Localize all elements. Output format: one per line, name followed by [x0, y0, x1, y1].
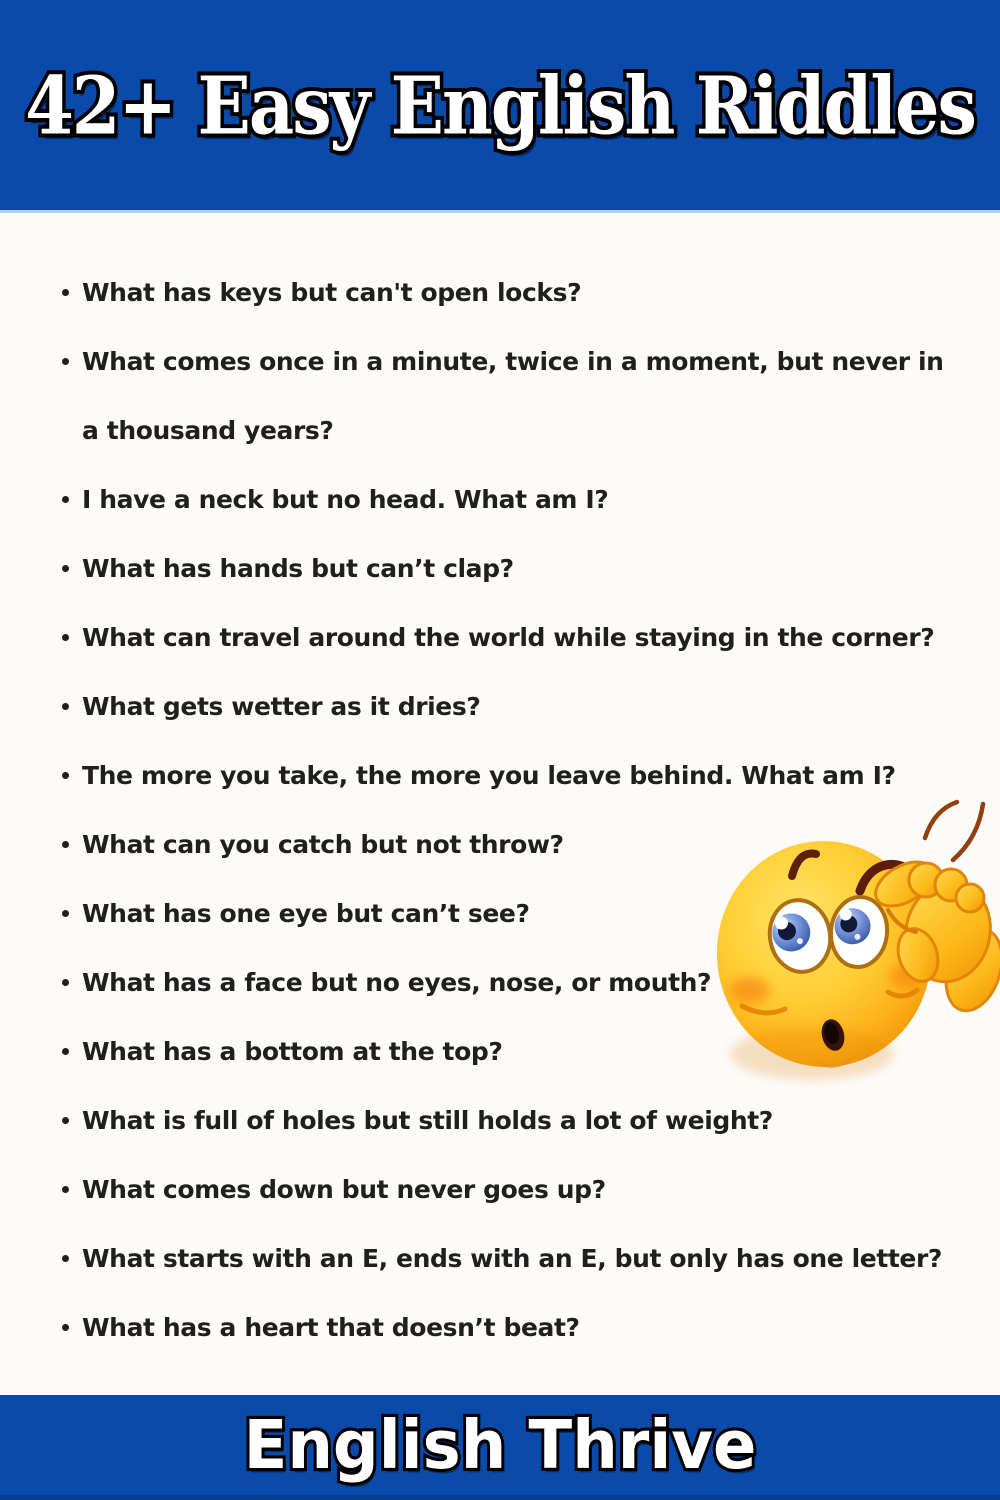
header-banner: [0, 0, 1000, 213]
riddle-text: What comes down but never goes up?: [82, 1175, 606, 1204]
riddle-text: What can travel around the world while staying in the corner?: [82, 623, 935, 652]
riddle-text: What has a face but no eyes, nose, or mouth?: [82, 968, 712, 997]
bullet-dot: [62, 703, 69, 710]
riddle-text: What has keys but can't open locks?: [82, 278, 582, 307]
riddle-text: What has a heart that doesn’t beat?: [82, 1313, 580, 1342]
riddle-item: [62, 1155, 962, 1224]
motion-lines: [925, 802, 983, 860]
riddle-text: What is full of holes but still holds a lot of weight?: [82, 1106, 773, 1135]
bullet-dot: [62, 289, 69, 296]
bullet-dot: [62, 1117, 69, 1124]
riddle-item: [62, 1293, 962, 1362]
riddle-item: [62, 327, 962, 465]
riddle-list: [62, 215, 962, 1362]
bullet-dot: [62, 358, 69, 365]
bullet-dot: [62, 979, 69, 986]
riddle-text: What has a bottom at the top?: [82, 1037, 503, 1066]
riddle-item: [62, 1224, 962, 1293]
riddle-item: [62, 603, 962, 672]
bullet-dot: [62, 772, 69, 779]
riddle-text: What comes once in a minute, twice in a moment, but never in a thousand years?: [82, 347, 944, 445]
riddle-item: [62, 672, 962, 741]
footer-banner: [0, 1395, 1000, 1500]
bullet-dot: [62, 1186, 69, 1193]
riddle-text: What starts with an E, ends with an E, but only has one letter?: [82, 1244, 943, 1273]
bullet-dot: [62, 1048, 69, 1055]
bullet-dot: [62, 910, 69, 917]
riddle-item: [62, 534, 962, 603]
bullet-dot: [62, 841, 69, 848]
bullet-dot: [62, 1324, 69, 1331]
riddle-text: What gets wetter as it dries?: [82, 692, 481, 721]
bullet-dot: [62, 565, 69, 572]
footer-bottom-stripe: [0, 1495, 1000, 1500]
riddle-text: I have a neck but no head. What am I?: [82, 485, 609, 514]
riddle-item: [62, 465, 962, 534]
riddle-item: [62, 258, 962, 327]
page-title: 42+ Easy English Riddles: [25, 57, 975, 153]
riddle-text: What has hands but can’t clap?: [82, 554, 514, 583]
bullet-dot: [62, 634, 69, 641]
confused-emoji-scratching-head-icon: [712, 792, 1000, 1142]
bullet-dot: [62, 1255, 69, 1262]
bullet-dot: [62, 496, 69, 503]
riddle-text: What can you catch but not throw?: [82, 830, 564, 859]
riddle-text: What has one eye but can’t see?: [82, 899, 530, 928]
riddle-text: The more you take, the more you leave behind. What am I?: [82, 761, 896, 790]
brand-name: English Thrive: [243, 1406, 757, 1485]
